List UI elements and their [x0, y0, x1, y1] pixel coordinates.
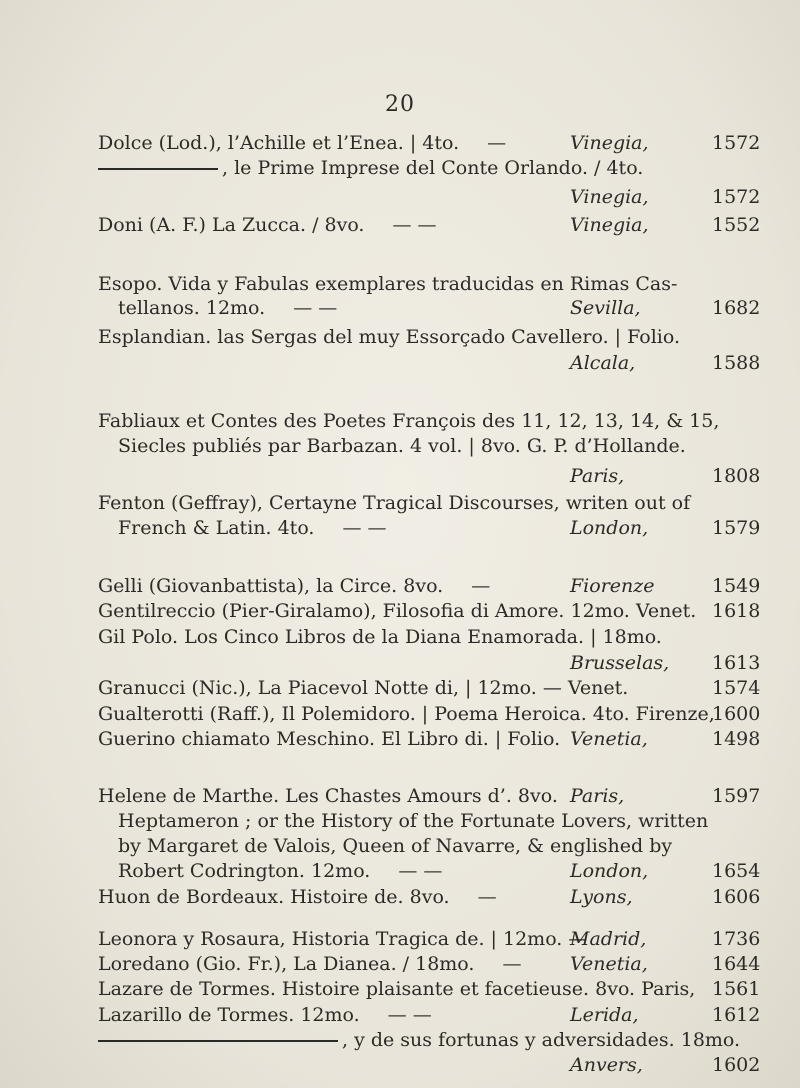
catalogue-line [0, 882, 800, 912]
entry-title: Leonora y Rosaura, Historia Tragica de. | 12mo. — [98, 928, 588, 950]
entry-title: tellanos. 12mo. [118, 297, 266, 319]
entry-text [98, 153, 643, 183]
entry-place: London, [570, 517, 649, 539]
entry-title: Doni (A. F.) La Zucca. / 8vo. [98, 214, 365, 236]
catalogue-line [0, 1050, 800, 1080]
entry-title: Helene de Marthe. Les Chastes Amours d’. 8vo. [98, 785, 558, 807]
entry-title: Esplandian. las Sergas del muy Essorçado Cavellero. | Folio. [98, 326, 681, 348]
entry-title: Dolce (Lod.), l’Achille et l’Enea. | 4to. [98, 132, 460, 154]
entry-year: 1561 [712, 978, 761, 1000]
catalogue-line [0, 461, 800, 491]
ditto-dash: — [471, 575, 491, 597]
entry-title: Gentilreccio (Pier-Giralamo), Filosofia di Amore. 12mo. Venet. [98, 600, 697, 622]
entry-title: Gelli (Giovanbattista), la Circe. 8vo. [98, 575, 444, 597]
ditto-dash: — — [398, 860, 443, 882]
entry-year: 1574 [712, 677, 761, 699]
entry-text [98, 882, 497, 912]
entry-place: Lyons, [570, 886, 633, 908]
entry-title: Fabliaux et Contes des Poetes François des 11, 12, 13, 14, & 15, [98, 410, 720, 432]
page-number: 20 [385, 92, 415, 117]
ditto-rule [98, 168, 218, 170]
entry-title: , y de sus fortunas y adversidades. 18mo. [342, 1029, 741, 1051]
entry-text [98, 724, 560, 754]
entry-year: 1612 [712, 1004, 761, 1026]
entry-title: Fenton (Geffray), Certayne Tragical Discourses, writen out of [98, 492, 691, 514]
entry-year: 1552 [712, 214, 761, 236]
entry-title: Lazare de Tormes. Histoire plaisante et facetieuse. 8vo. Paris, [98, 978, 696, 1000]
entry-year: 1498 [712, 728, 761, 750]
entry-place: Venetia, [570, 953, 648, 975]
entry-text [118, 431, 686, 461]
ditto-dash: — [502, 953, 522, 975]
entry-place: Vinegia, [570, 132, 649, 154]
catalogue-line [0, 348, 800, 378]
entry-text [118, 293, 337, 323]
ditto-dash: — — [342, 517, 387, 539]
entry-year: 1682 [712, 297, 761, 319]
entry-title: Heptameron ; or the History of the Fortunate Lovers, written [118, 810, 709, 832]
entry-place: Vinegia, [570, 214, 649, 236]
entry-place: Fiorenze [570, 575, 655, 597]
entry-place: Anvers, [570, 1054, 643, 1076]
entry-place: London, [570, 860, 649, 882]
catalogue-line [0, 182, 800, 212]
catalogue-line [0, 513, 800, 543]
entry-title: Granucci (Nic.), La Piacevol Notte di, | 12mo. — Venet. [98, 677, 629, 699]
entry-year: 1572 [712, 132, 761, 154]
entry-title: Gualterotti (Raff.), Il Polemidoro. | Poema Heroica. 4to. Firenze, [98, 703, 715, 725]
entry-year: 1654 [712, 860, 761, 882]
entry-year: 1606 [712, 886, 761, 908]
entry-title: Siecles publiés par Barbazan. 4 vol. | 8vo. G. P. d’Hollande. [118, 435, 686, 457]
ditto-dash: — [477, 886, 497, 908]
entry-text [98, 210, 437, 240]
entry-year: 1597 [712, 785, 761, 807]
entry-place: Brusselas, [570, 652, 670, 674]
entry-title: Robert Codrington. 12mo. [118, 860, 371, 882]
ditto-rule [98, 1040, 338, 1042]
entry-title: Lazarillo de Tormes. 12mo. [98, 1004, 360, 1026]
entry-place: Sevilla, [570, 297, 641, 319]
entry-year: 1736 [712, 928, 761, 950]
ditto-dash: — [487, 132, 507, 154]
entry-place: Vinegia, [570, 186, 649, 208]
entry-place: Paris, [570, 785, 625, 807]
entry-year: 1613 [712, 652, 761, 674]
entry-title: French & Latin. 4to. [118, 517, 315, 539]
entry-title: Loredano (Gio. Fr.), La Dianea. / 18mo. [98, 953, 475, 975]
entry-year: 1572 [712, 186, 761, 208]
entry-place: Venetia, [570, 728, 648, 750]
entry-title: Guerino chiamato Meschino. El Libro di. | Folio. [98, 728, 561, 750]
catalogue-line [0, 431, 800, 461]
entry-place: Lerida, [570, 1004, 639, 1026]
entry-year: 1602 [712, 1054, 761, 1076]
ditto-dash: — — [387, 1004, 432, 1026]
entry-place: Madrid, [570, 928, 647, 950]
entry-year: 1600 [712, 703, 761, 725]
entry-text [118, 513, 387, 543]
entry-title: by Margaret de Valois, Queen of Navarre, & englished by [118, 835, 673, 857]
catalogue-line [0, 293, 800, 323]
entry-year: 1644 [712, 953, 761, 975]
entry-year: 1618 [712, 600, 761, 622]
entry-title: Esopo. Vida y Fabulas exemplares traducidas en Rimas Cas- [98, 273, 678, 295]
catalogue-line [0, 153, 800, 183]
entry-year: 1549 [712, 575, 761, 597]
entry-year: 1808 [712, 465, 761, 487]
entry-title: Huon de Bordeaux. Histoire de. 8vo. [98, 886, 450, 908]
entry-title: , le Prime Imprese del Conte Orlando. / 4to. [222, 157, 644, 179]
entry-year: 1579 [712, 517, 761, 539]
entry-place: Paris, [570, 465, 625, 487]
catalogue-line [0, 210, 800, 240]
entry-place: Alcala, [570, 352, 636, 374]
ditto-dash: — — [293, 297, 338, 319]
entry-year: 1588 [712, 352, 761, 374]
ditto-dash: — — [392, 214, 437, 236]
catalogue-line [0, 724, 800, 754]
entry-title: Gil Polo. Los Cinco Libros de la Diana Enamorada. | 18mo. [98, 626, 662, 648]
